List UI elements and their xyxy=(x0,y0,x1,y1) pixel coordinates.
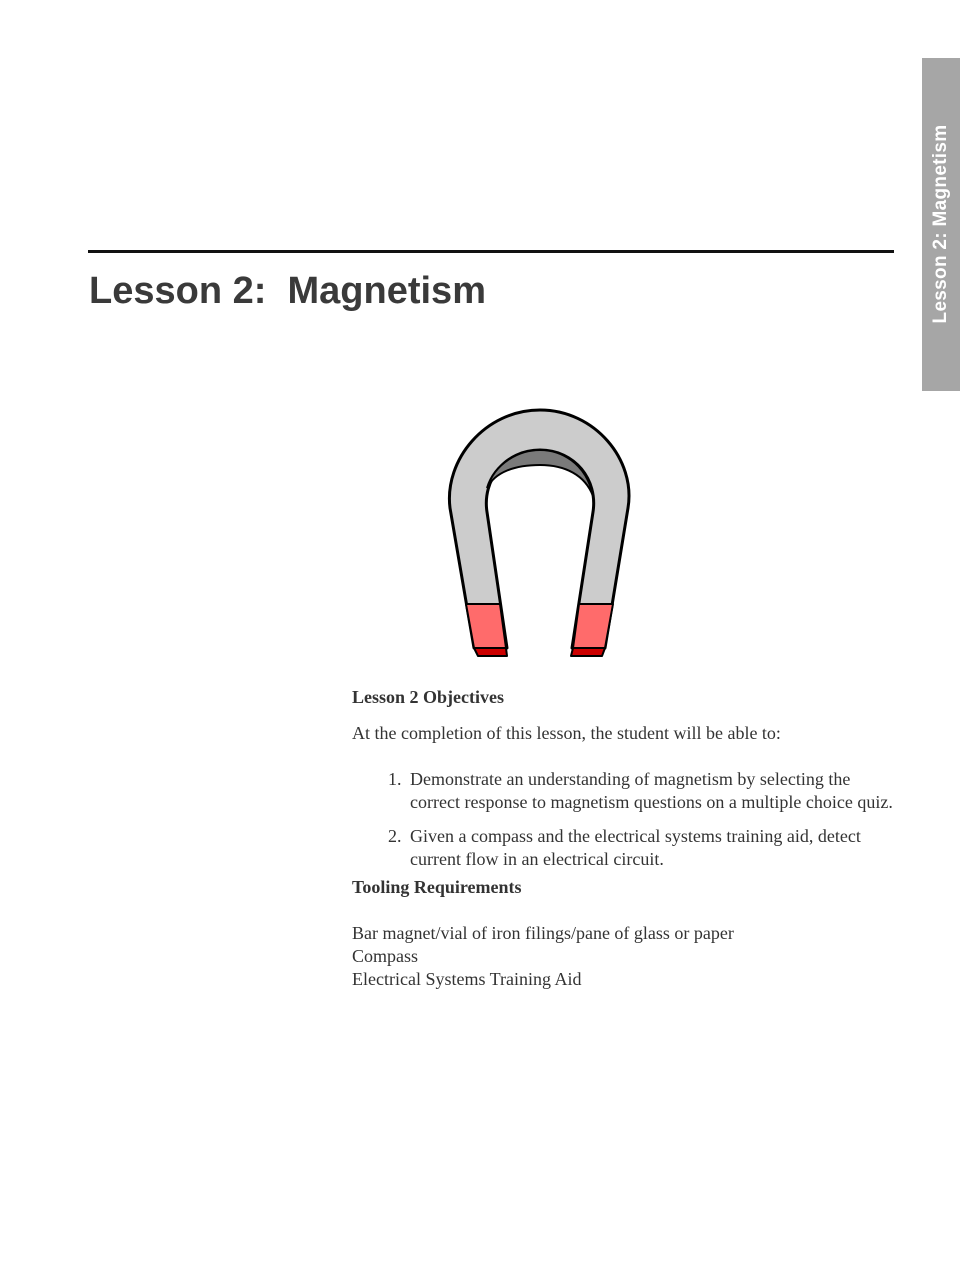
lesson-content xyxy=(352,686,897,991)
tooling-list xyxy=(352,922,897,991)
objective-number: 2. xyxy=(388,826,402,846)
page-title: Lesson 2: Magnetism xyxy=(89,270,486,312)
right-pole-edge xyxy=(571,648,605,656)
objectives-heading: Lesson 2 Objectives xyxy=(352,687,504,707)
title-rule xyxy=(88,250,894,253)
objectives-intro: At the completion of this lesson, the student will be able to: xyxy=(352,723,781,743)
side-tab-label: Lesson 2: Magnetism xyxy=(930,124,951,324)
objective-text: Given a compass and the electrical systems training aid, detect current flow in an electrical circuit. xyxy=(410,826,861,869)
objective-number: 1. xyxy=(388,769,402,789)
objective-item xyxy=(352,768,897,814)
tooling-item: Electrical Systems Training Aid xyxy=(352,969,582,989)
side-tab xyxy=(922,58,960,391)
left-pole-edge xyxy=(474,648,507,656)
tooling-item: Compass xyxy=(352,946,419,966)
objectives-list xyxy=(352,768,897,871)
horseshoe-magnet-icon xyxy=(440,400,640,670)
right-pole xyxy=(573,604,613,648)
objective-text: Demonstrate an understanding of magnetism by selecting the correct response to magnetism questions on a multiple choice quiz. xyxy=(410,769,893,812)
tooling-item: Bar magnet/vial of iron filings/pane of glass or paper xyxy=(352,923,734,943)
tooling-heading: Tooling Requirements xyxy=(352,877,522,897)
left-pole xyxy=(466,604,506,648)
objective-item xyxy=(352,825,897,871)
